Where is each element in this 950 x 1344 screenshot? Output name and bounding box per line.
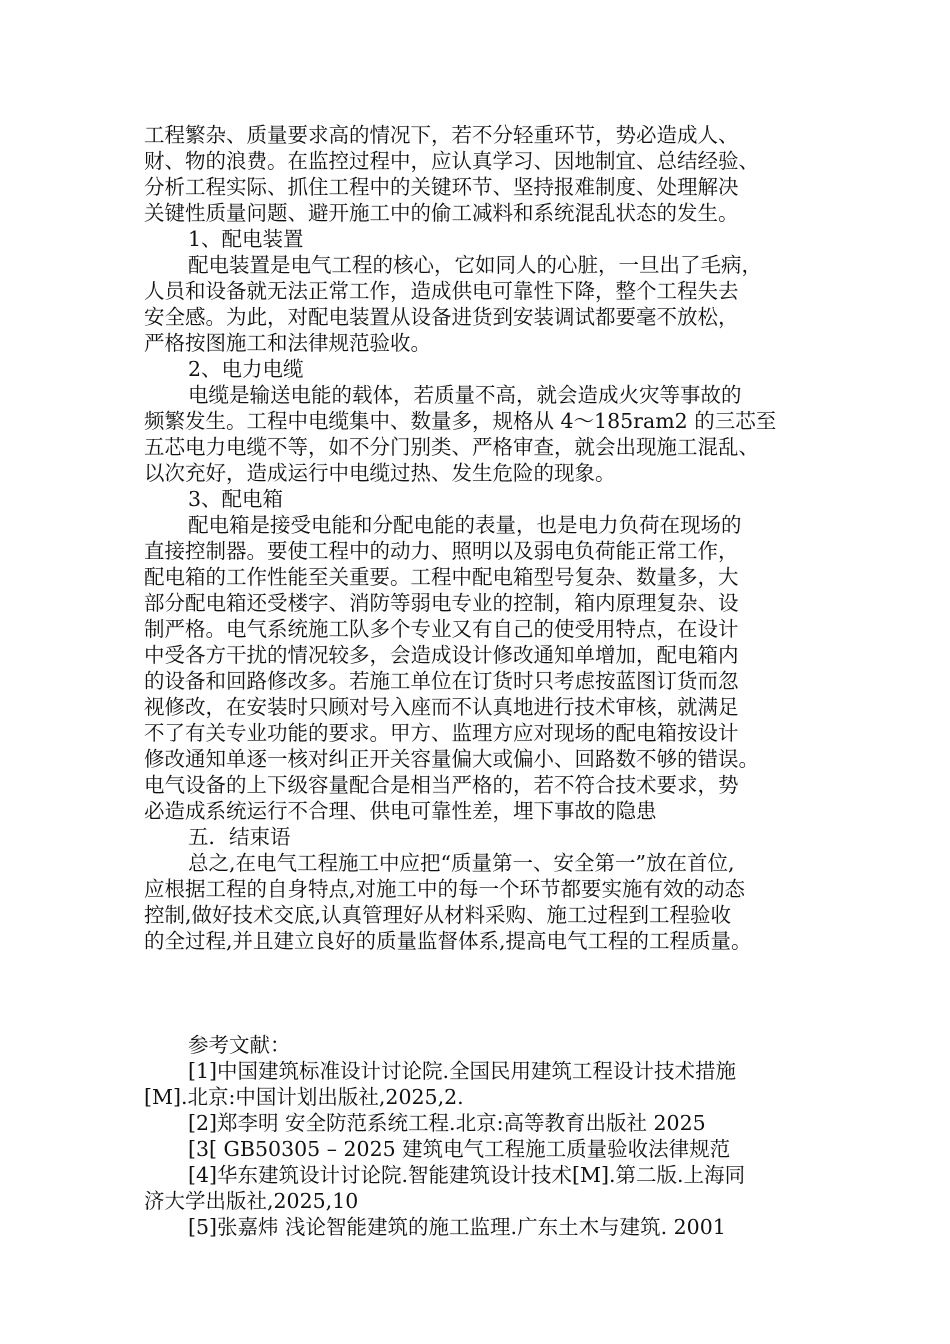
- reference-text: [2]郑李明 安全防范系统工程.北京:高等教育出版社 2025: [188, 1111, 706, 1135]
- text-line: 部分配电箱还受楼字、消防等弱电专业的控制，箱内原理复杂、设: [144, 591, 739, 615]
- text-line: 修改通知单逐一核对纠正开关容量偏大或偏小、回路数不够的错误。: [144, 747, 759, 771]
- text-line: 配电箱的工作性能至关重要。工程中配电箱型号复杂、数量多，大: [144, 565, 739, 589]
- text-line: 分析工程实际、抓住工程中的关键环节、坚持报难制度、处理解决: [144, 175, 739, 199]
- text-line: 严格按图施工和法律规范验收。: [144, 331, 431, 355]
- blank-space: [144, 954, 812, 1032]
- text-line: 直接控制器。要使工程中的动力、照明以及弱电负荷能正常工作，: [144, 539, 739, 563]
- references-list: [144, 1058, 812, 1240]
- text-line: 控制,做好技术交底,认真管理好从材料采购、施工过程到工程验收: [144, 903, 732, 927]
- text-line: 工程繁杂、质量要求高的情况下，若不分轻重环节，势必造成人、: [144, 123, 739, 147]
- text-line: 配电装置是电气工程的核心，它如同人的心脏，一旦出了毛病，: [188, 253, 762, 277]
- text-line: 频繁发生。工程中电缆集中、数量多，规格从 4～185ram2 的三芯至: [144, 409, 777, 433]
- section-2-paragraph: [144, 382, 812, 486]
- text-line: 五芯电力电缆不等，如不分门别类、严格审查，就会出现施工混乱、: [144, 435, 759, 459]
- section-heading-3: 3、配电箱: [188, 487, 284, 511]
- text-line: 配电箱是接受电能和分配电能的表量，也是电力负荷在现场的: [188, 513, 742, 537]
- section-heading-5: 五．结束语: [188, 825, 291, 849]
- text-line: 应根据工程的自身特点,对施工中的每一个环节都要实施有效的动态: [144, 877, 746, 901]
- section-heading-1: 1、配电装置: [188, 227, 304, 251]
- reference-item: [144, 1136, 812, 1162]
- reference-item: [144, 1162, 812, 1214]
- text-line: 电气设备的上下级容量配合是相当严格的，若不符合技术要求，势: [144, 773, 739, 797]
- text-line: 的设备和回路修改多。若施工单位在订货时只考虑按蓝图订货而忽: [144, 669, 739, 693]
- reference-text-continued: 济大学出版社,2025,10: [144, 1189, 359, 1213]
- text-line: 总之,在电气工程施工中应把“质量第一、安全第一”放在首位,: [188, 851, 735, 875]
- section-1-paragraph: [144, 252, 812, 356]
- conclusion-paragraph: [144, 850, 812, 954]
- text-line: 财、物的浪费。在监控过程中，应认真学习、因地制宜、总结经验、: [144, 149, 759, 173]
- section-heading-2: 2、电力电缆: [188, 357, 304, 381]
- reference-text-continued: [M].北京:中国计划出版社,2025,2.: [144, 1085, 464, 1109]
- text-line: 人员和设备就无法正常工作，造成供电可靠性下降，整个工程失去: [144, 279, 739, 303]
- text-line: 电缆是输送电能的载体，若质量不高，就会造成火灾等事故的: [188, 383, 742, 407]
- document-page: [144, 122, 812, 1240]
- reference-item: [144, 1214, 812, 1240]
- section-3-paragraph: [144, 512, 812, 824]
- intro-paragraph: [144, 122, 812, 226]
- text-line: 中受各方干扰的情况较多，会造成设计修改通知单增加，配电箱内: [144, 643, 739, 667]
- text-line: 必造成系统运行不合理、供电可靠性差，埋下事故的隐患: [144, 799, 657, 823]
- text-line: 的全过程,并且建立良好的质量监督体系,提高电气工程的工程质量。: [144, 929, 752, 953]
- reference-text: [4]华东建筑设计讨论院.智能建筑设计技术[M].第二版.上海同: [188, 1163, 746, 1187]
- reference-text: [5]张嘉炜 浅论智能建筑的施工监理.广东土木与建筑. 2001: [188, 1215, 726, 1239]
- text-line: 制严格。电气系统施工队多个专业又有自己的使受用特点，在设计: [144, 617, 739, 641]
- text-line: 以次充好，造成运行中电缆过热、发生危险的现象。: [144, 461, 616, 485]
- reference-item: [144, 1110, 812, 1136]
- text-line: 安全感。为此，对配电装置从设备进货到安装调试都要毫不放松，: [144, 305, 739, 329]
- reference-item: [144, 1058, 812, 1110]
- reference-text: [1]中国建筑标准设计讨论院.全国民用建筑工程设计技术措施: [188, 1059, 737, 1083]
- text-line: 关键性质量问题、避开施工中的偷工减料和系统混乱状态的发生。: [144, 201, 739, 225]
- reference-text: [3[ GB50305 – 2025 建筑电气工程施工质量验收法律规范: [188, 1137, 731, 1161]
- text-line: 视修改，在安装时只顾对号入座而不认真地进行技术审核，就满足: [144, 695, 739, 719]
- references-heading: 参考文献：: [188, 1033, 291, 1057]
- text-line: 不了有关专业功能的要求。甲方、监理方应对现场的配电箱按设计: [144, 721, 739, 745]
